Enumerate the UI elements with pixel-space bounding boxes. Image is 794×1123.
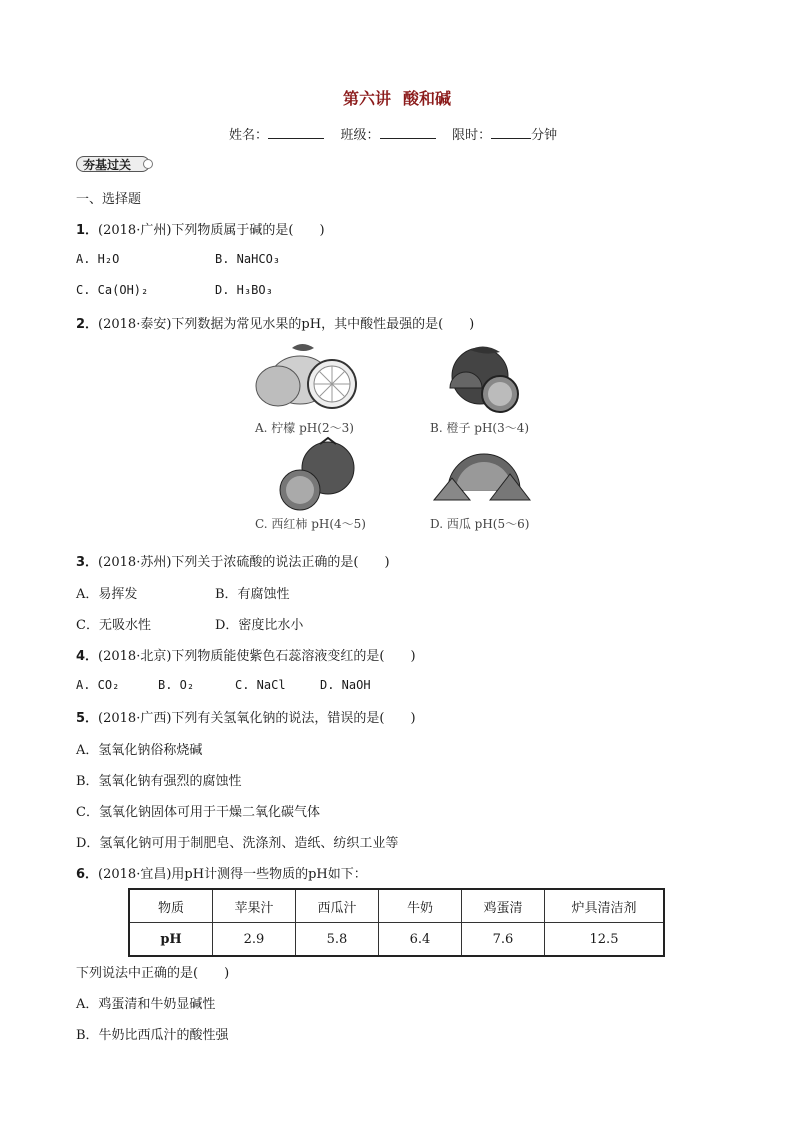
class-blank[interactable] [380,125,436,139]
ph-table [128,888,665,957]
question-text: 用pH计测得一些物质的pH如下： [171,867,367,882]
table-cell: 5.8 [296,923,379,957]
option-b: B. NaHCO₃ [215,252,281,266]
fruit-label-d: D. 西瓜 pH(5～6) [430,517,530,531]
option-b: B．氢氧化钠有强烈的腐蚀性 [76,774,242,789]
time-label: 限时： [452,128,492,143]
question-6-follow: 下列说法中正确的是( ) [76,966,230,981]
option-a: A. CO₂ [76,678,120,692]
name-blank[interactable] [268,125,324,139]
question-1 [76,219,325,238]
question-text: 下列关于浓硫酸的说法正确的是( ) [171,555,390,570]
name-label: 姓名： [229,128,269,143]
section-badge [76,156,150,172]
option-c: C. Ca(OH)₂ [76,283,149,297]
question-number: 4． [76,649,99,664]
question-text: 下列有关氢氧化钠的说法，错误的是( ) [171,711,416,726]
question-text: 下列数据为常见水果的pH，其中酸性最强的是( ) [171,317,475,332]
question-source: (2018·北京) [98,649,172,664]
table-header-cell: 鸡蛋清 [462,889,545,923]
option-a: A．易挥发 [76,587,138,602]
question-5 [76,707,416,726]
option-b: B. O₂ [158,678,195,692]
option-a: A. H₂O [76,252,120,266]
option-d: D. H₃BO₃ [215,283,273,297]
page-title [0,86,794,109]
table-header-row [129,889,664,923]
question-2 [76,313,474,332]
table-header-cell: 牛奶 [379,889,462,923]
option-b: B．牛奶比西瓜汁的酸性强 [76,1028,229,1043]
lecture-topic: 酸和碱 [403,89,452,108]
table-header-cell: 苹果汁 [213,889,296,923]
option-a: A．氢氧化钠俗称烧碱 [76,743,203,758]
table-header-cell: 西瓜汁 [296,889,379,923]
option-c: C．无吸水性 [76,618,151,633]
section-badge-label: 夯基过关 [83,158,132,172]
question-number: 1． [76,223,99,238]
lecture-number: 第六讲 [342,89,391,108]
question-number: 2． [76,317,99,332]
option-d: D．氢氧化钠可用于制肥皂、洗涤剂、造纸、纺织工业等 [76,836,399,851]
question-4 [76,645,416,664]
question-text: 下列物质属于碱的是( ) [171,223,325,238]
option-d: D. NaOH [320,678,371,692]
lemon-image [256,344,356,408]
table-header-cell: 物质 [129,889,213,923]
option-c: C．氢氧化钠固体可用于干燥二氧化碳气体 [76,805,320,820]
fruit-label-a: A. 柠檬 pH(2～3) [255,421,354,435]
badge-circle-icon [143,159,153,169]
time-unit: 分钟 [531,128,558,143]
question-number: 3． [76,555,99,570]
fruit-illustrations [250,340,560,540]
table-cell: pH [129,923,213,957]
question-source: (2018·广西) [98,711,172,726]
section-title: 一、选择题 [76,192,142,207]
option-a: A．鸡蛋清和牛奶显碱性 [76,997,216,1012]
option-c: C. NaCl [235,678,286,692]
table-row [129,923,664,957]
question-number: 5． [76,711,99,726]
tomato-image [280,438,354,510]
time-blank[interactable] [491,125,531,139]
option-b: B．有腐蚀性 [215,587,290,602]
class-label: 班级： [340,128,380,143]
orange-image [450,346,518,412]
question-text: 下列物质能使紫色石蕊溶液变红的是( ) [171,649,416,664]
question-source: (2018·泰安) [98,317,172,332]
question-source: (2018·苏州) [98,555,172,570]
table-cell: 7.6 [462,923,545,957]
student-info [229,124,557,143]
option-d: D．密度比水小 [215,618,304,633]
table-header-cell: 炉具清洁剂 [545,889,665,923]
question-source: (2018·宜昌) [98,867,172,882]
watermelon-image [434,454,530,500]
question-source: (2018·广州) [98,223,172,238]
question-3 [76,551,390,570]
table-cell: 12.5 [545,923,665,957]
table-cell: 6.4 [379,923,462,957]
question-6 [76,863,367,882]
fruit-label-b: B. 橙子 pH(3～4) [430,421,530,435]
fruit-label-c: C. 西红柿 pH(4～5) [255,517,366,531]
question-number: 6． [76,867,99,882]
table-cell: 2.9 [213,923,296,957]
